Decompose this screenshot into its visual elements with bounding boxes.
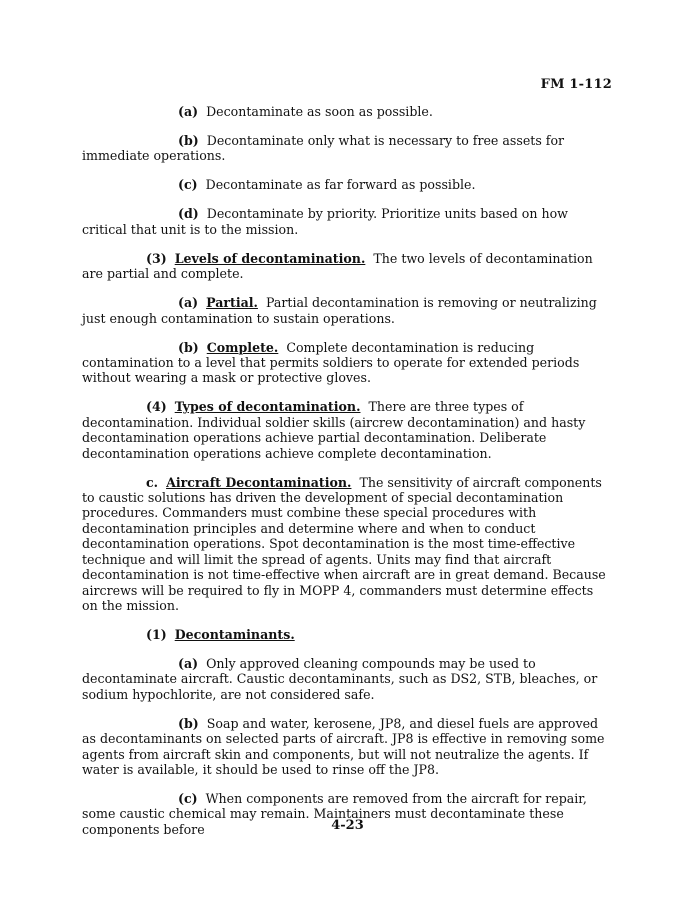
paragraph-label: (c) (178, 790, 198, 806)
paragraph-heading: Decontaminants. (174, 626, 295, 642)
paragraph-label: (c) (178, 177, 198, 193)
paragraph-label: c. (146, 474, 159, 490)
paragraph-heading: Types of decontamination. (174, 399, 361, 415)
paragraph-heading: Aircraft Decontamination. (166, 474, 352, 490)
paragraph-label: (a) (178, 295, 199, 311)
paragraph-principle-c (82, 177, 610, 192)
paragraph-heading: Partial. (206, 295, 258, 311)
paragraph-principle-b (82, 133, 610, 164)
paragraph-text: Partial decontamination is removing or neutralizing just enough contamination to sustain operations. (82, 295, 597, 326)
paragraph-label: (a) (178, 655, 199, 671)
paragraph-label: (4) (146, 399, 167, 415)
paragraph-heading: Levels of decontamination. (174, 250, 366, 266)
paragraph-label: (1) (146, 626, 167, 642)
paragraph-text: Decontaminate only what is necessary to free assets for immediate operations. (82, 133, 565, 164)
paragraph-text: Soap and water, kerosene, JP8, and diesel fuels are approved as decontaminants on selected parts of aircraft. JP8 is effective in removing some agents from aircraft skin and components, but will not neutralize the agents. If water is available, it should be used to rinse off the JP8. (82, 715, 605, 777)
paragraph-principle-a (82, 104, 610, 119)
paragraph-complete (82, 340, 610, 386)
paragraph-label: (d) (178, 206, 199, 222)
page-number: 4-23 (331, 818, 364, 833)
paragraph-label: (b) (178, 133, 199, 148)
paragraph-heading: Complete. (206, 339, 279, 355)
paragraph-text: The two levels of decontamination are partial and complete. (82, 250, 593, 282)
document-header-id: FM 1-112 (540, 77, 612, 92)
paragraph-decontaminants (82, 627, 610, 642)
paragraph-label: (b) (178, 715, 199, 731)
paragraph-decontaminants-a (82, 656, 610, 702)
paragraph-partial (82, 295, 610, 326)
paragraph-label: (b) (178, 339, 199, 355)
paragraph-text: When components are removed from the aircraft for repair, some caustic chemical may remain. Maintainers must decontaminate these components before (82, 790, 587, 837)
paragraph-principle-d (82, 206, 610, 237)
document-body (82, 104, 610, 851)
paragraph-text: Decontaminate as soon as possible. (206, 104, 433, 119)
paragraph-text: Decontaminate by priority. Prioritize units based on how critical that unit is to the mission. (82, 206, 568, 237)
paragraph-levels (82, 251, 610, 282)
paragraph-text: Complete decontamination is reducing contamination to a level that permits soldiers to operate for extended periods without wearing a mask or protective gloves. (82, 339, 580, 386)
paragraph-label: (a) (178, 104, 199, 119)
paragraph-text: Decontaminate as far forward as possible. (205, 177, 476, 193)
paragraph-types (82, 399, 610, 461)
paragraph-text: The sensitivity of aircraft components to caustic solutions has driven the development of special decontamination procedures. Commanders must combine these special procedures with decontamination principles and determine where and when to conduct decontamination operations. Spot decontamination is the most time-effective technique and will limit the spread of agents. Units may find that aircraft decontamination is not time-effective when aircraft are in great demand. Because aircrews will be required to fly in MOPP 4, commanders must determine effects on the mission. (82, 474, 606, 613)
paragraph-label: (3) (146, 250, 167, 266)
paragraph-aircraft-decontamination (82, 475, 610, 614)
paragraph-text: Only approved cleaning compounds may be used to decontaminate aircraft. Caustic decontaminants, such as DS2, STB, bleaches, or sodium hypochlorite, are not considered safe. (82, 655, 598, 702)
paragraph-text: There are three types of decontamination. Individual soldier skills (aircrew decontamination) and hasty decontamination operations achieve partial decontamination. Deliberate decontamination operations achieve complete decontamination. (82, 399, 586, 461)
paragraph-decontaminants-b (82, 716, 610, 778)
